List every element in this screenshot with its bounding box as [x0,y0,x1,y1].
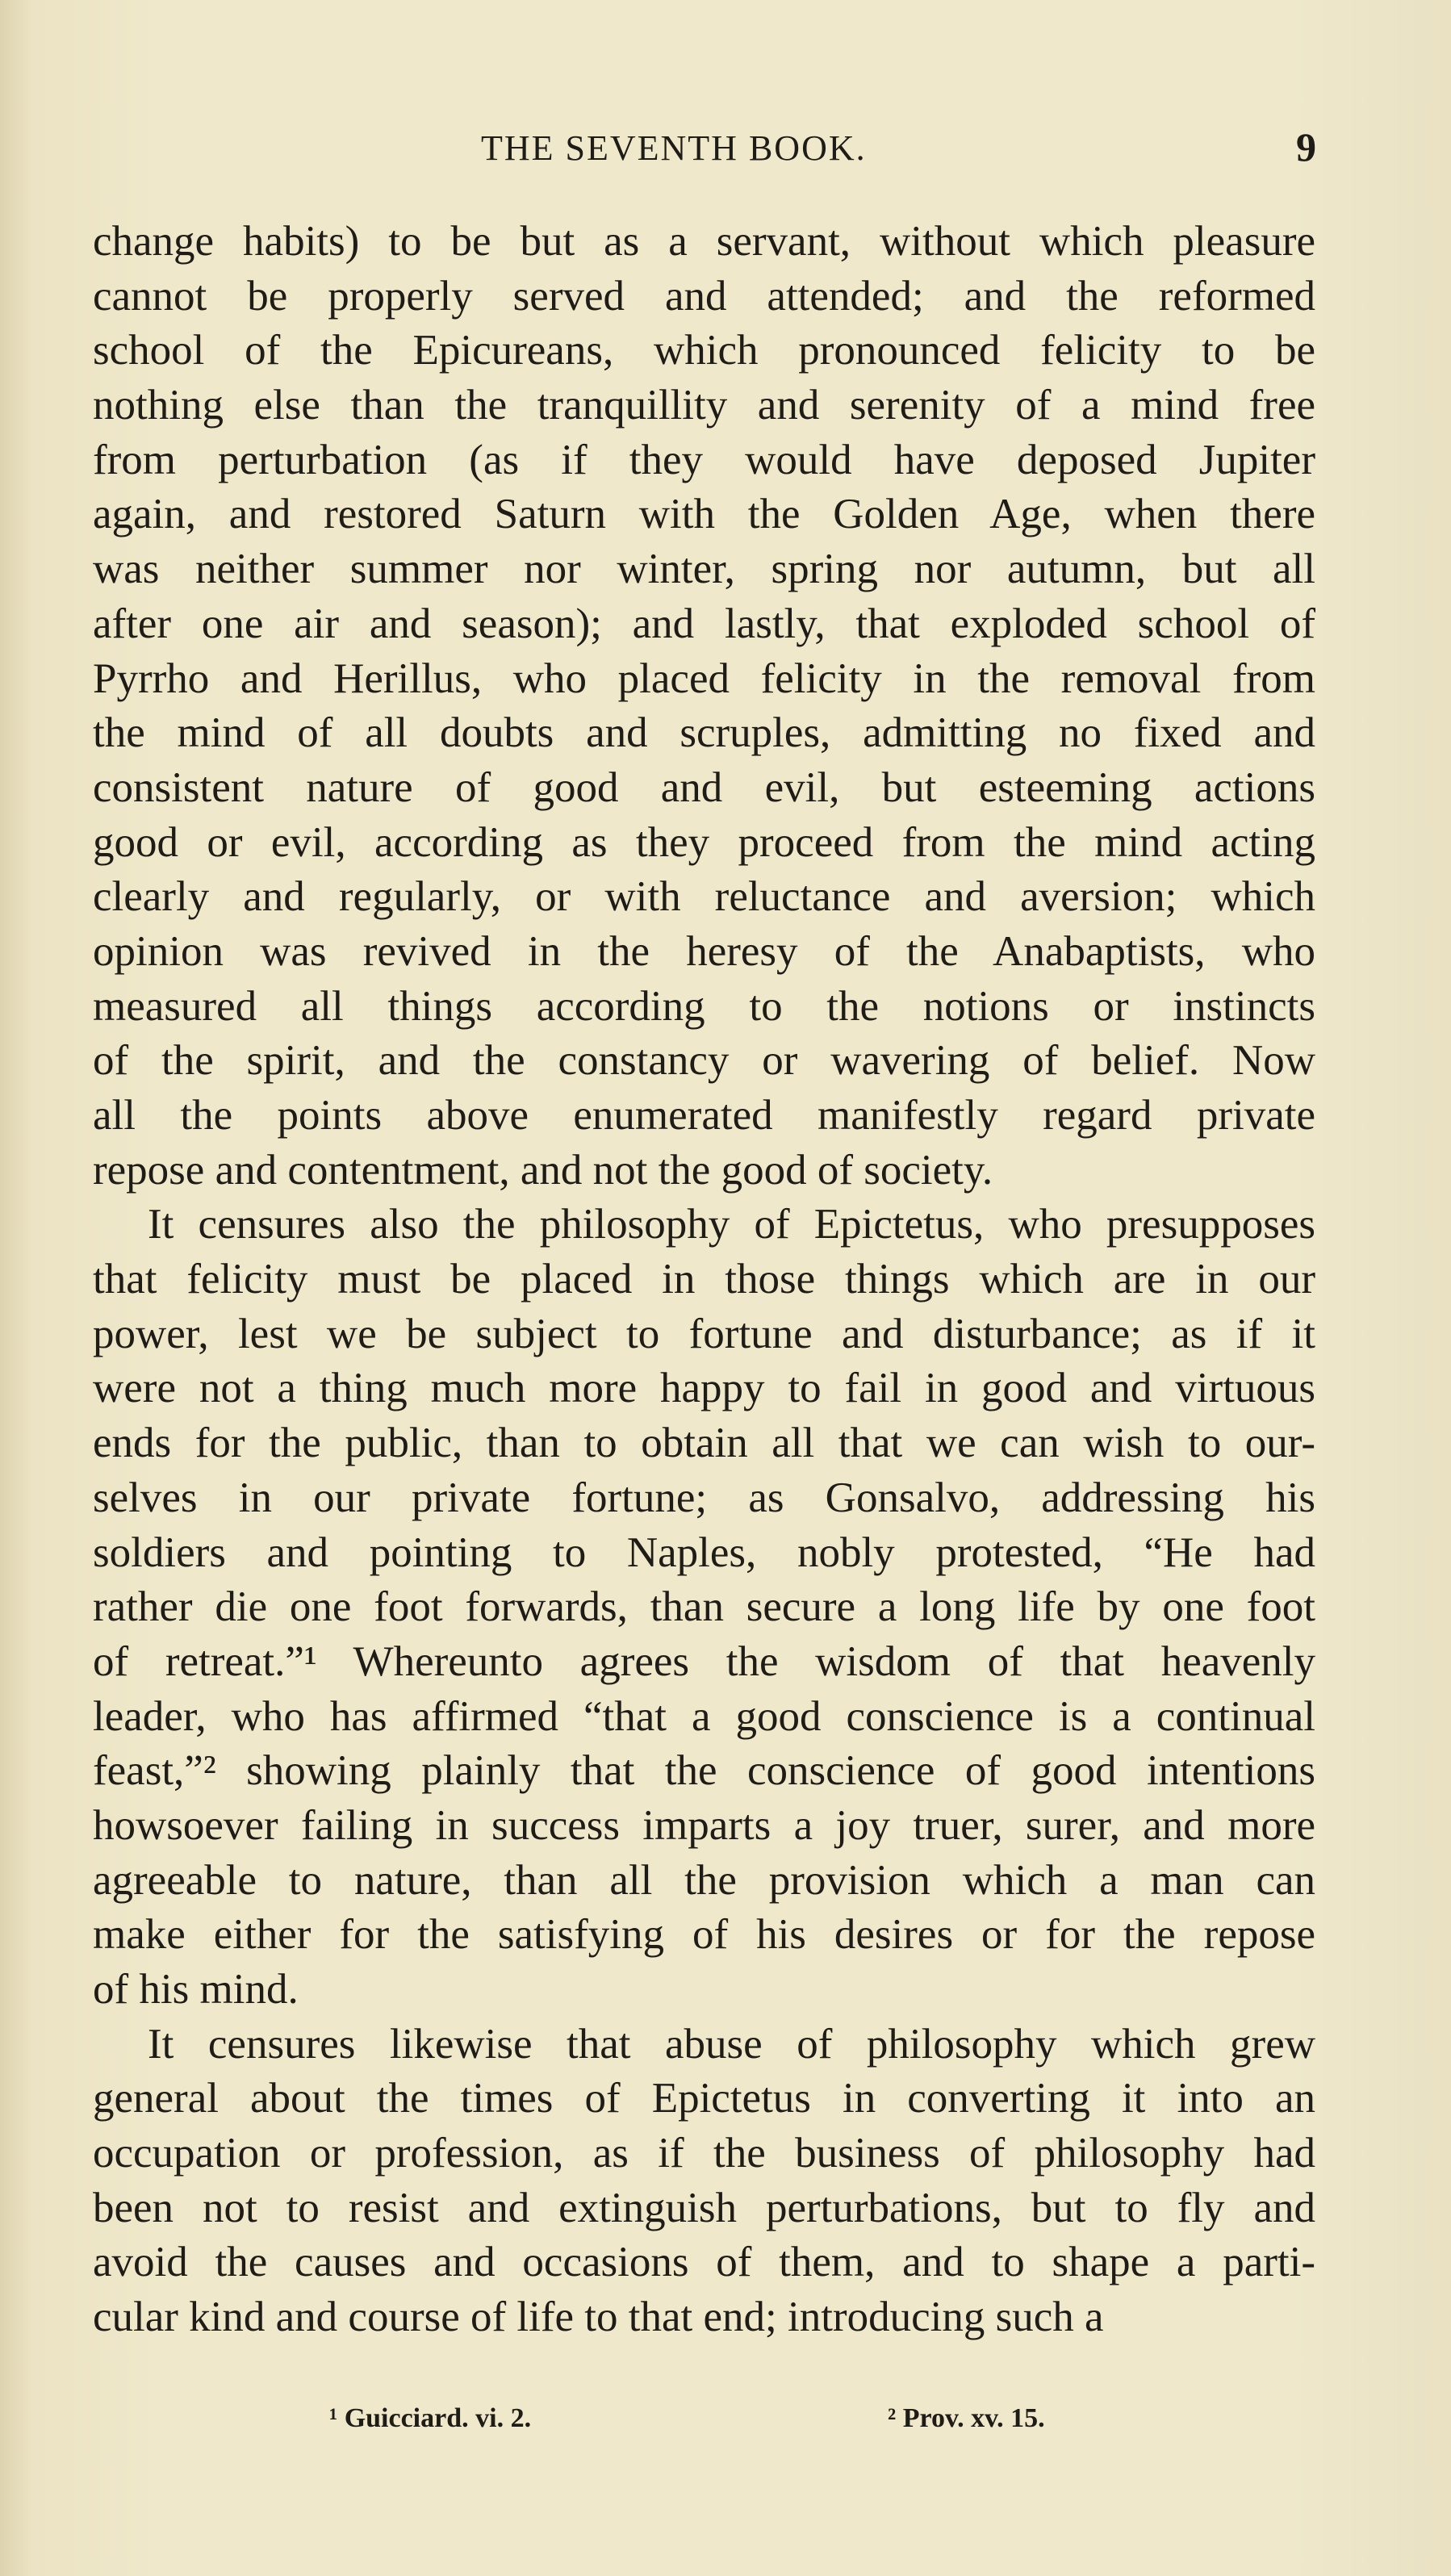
text-line: of retreat.”¹ Whereunto agrees the wisdom of that heavenly [93,1637,1315,1685]
text-line: cannot be properly served and attended; and the reformed [93,272,1315,320]
text-line: ends for the public, than to obtain all that we can wish to our- [93,1420,1315,1467]
text-line: opinion was revived in the heresy of the Anabaptists, who [93,927,1315,975]
text-line: cular kind and course of life to that end; introducing such a [93,2294,1104,2341]
text-line: change habits) to be but as a servant, without which pleasure [93,218,1315,265]
running-title: THE SEVENTH BOOK. [481,128,867,168]
text-line: that felicity must be placed in those things which are in our [93,1256,1315,1303]
paragraph [93,215,1315,1198]
text-line: from perturbation (as if they would have deposed Jupiter [93,436,1315,483]
text-line: was neither summer nor winter, spring nor autumn, but all [93,546,1315,593]
text-line: occupation or profession, as if the business of philosophy had [93,2130,1315,2177]
running-header [0,121,1451,174]
footnote-1: ¹ Guicciard. vi. 2. [329,2403,532,2433]
text-line: selves in our private fortune; as Gonsalvo, addressing his [93,1474,1315,1521]
text-line: were not a thing much more happy to fail in good and virtuous [93,1365,1315,1412]
text-line: good or evil, according as they proceed from the mind acting [93,818,1315,866]
text-line: repose and contentment, and not the good of society. [93,1146,993,1194]
text-line: leader, who has affirmed “that a good conscience is a continual [93,1692,1315,1740]
text-line: nothing else than the tranquillity and serenity of a mind free [93,382,1315,429]
text-line: been not to resist and extinguish perturbations, but to fly and [93,2184,1315,2231]
paragraph [93,1198,1315,2017]
footnotes [0,2398,1451,2439]
body-text [93,215,1315,2345]
page-number: 9 [1296,124,1316,169]
text-line: rather die one foot forwards, than secure a long life by one foot [93,1583,1315,1631]
text-line: after one air and season); and lastly, that exploded school of [93,600,1315,647]
text-line: consistent nature of good and evil, but esteeming actions [93,763,1315,811]
text-line: Pyrrho and Herillus, who placed felicity in the removal from [93,654,1315,702]
paragraph [93,2018,1315,2345]
footnote-2: ² Prov. xv. 15. [888,2403,1045,2433]
text-line: school of the Epicureans, which pronounced felicity to be [93,327,1315,374]
text-line: the mind of all doubts and scruples, admitting no fixed and [93,709,1315,757]
text-line: measured all things according to the notions or instincts [93,982,1315,1030]
text-line: howsoever failing in success imparts a joy truer, surer, and more [93,1801,1315,1849]
text-line: power, lest we be subject to fortune and disturbance; as if it [93,1310,1315,1357]
text-line: agreeable to nature, than all the provision which a man can [93,1856,1315,1904]
text-line: again, and restored Saturn with the Golden Age, when there [93,491,1315,538]
text-line: general about the times of Epictetus in converting it into an [93,2075,1315,2122]
text-line: make either for the satisfying of his desires or for the repose [93,1911,1315,1959]
text-line: of the spirit, and the constancy or wavering of belief. Now [93,1037,1315,1085]
text-line: all the points above enumerated manifestly regard private [93,1092,1315,1139]
text-line: avoid the causes and occasions of them, and to shape a parti- [93,2239,1315,2286]
text-line: It censures also the philosophy of Epictetus, who presupposes [148,1201,1315,1248]
text-line: of his mind. [93,1966,299,2013]
text-line: feast,”² showing plainly that the conscience of good intentions [93,1747,1315,1795]
text-line: It censures likewise that abuse of philosophy which grew [148,2020,1315,2068]
text-line: soldiers and pointing to Naples, nobly protested, “He had [93,1528,1315,1576]
text-line: clearly and regularly, or with reluctance and aversion; which [93,873,1315,921]
